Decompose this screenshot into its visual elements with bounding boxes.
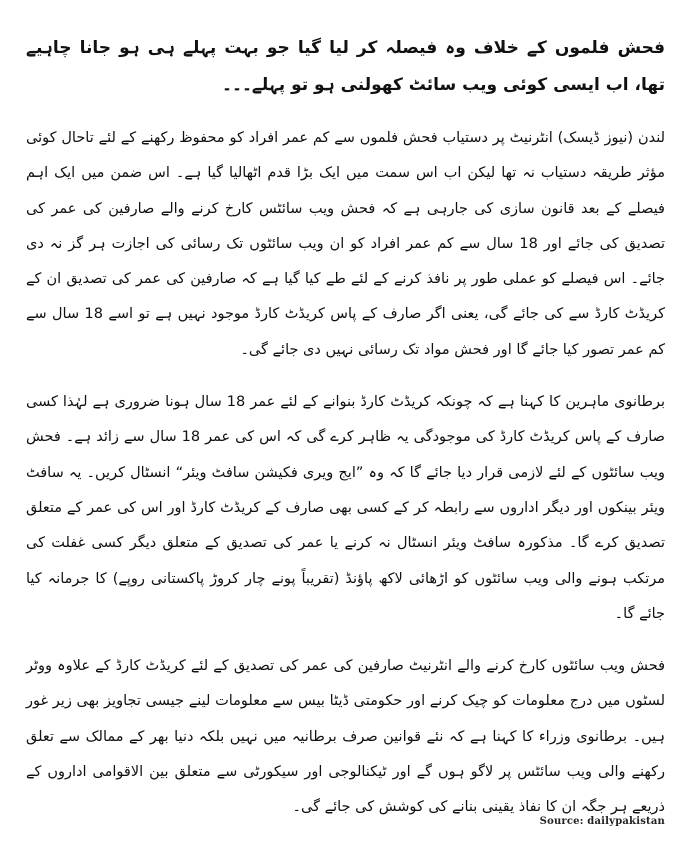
article-paragraph-1: لندن (نیوز ڈیسک) انٹرنیٹ پر دستیاب فحش فلموں سے کم عمر افراد کو محفوظ رکھنے کے لئے تاحال کوئی مؤثر طریقہ دستیاب نہ تھا لیکن اب اس سمت میں ایک بڑا قدم اٹھالیا گیا ہے۔ اس ضمن میں ایک اہم فیصلے کے بعد قانون سازی کی جارہی ہے کہ فحش ویب سائٹس کارخ کرنے والے صارفین کی عمر کی تصدیق کی جائے اور 18 سال سے کم عمر افراد کو ان ویب سائٹوں تک رسائی کی اجازت ہر گز نہ دی جائے۔ اس فیصلے کو عملی طور پر نافذ کرنے کے لئے طے کیا گیا ہے کہ صارفین کی عمر کی تصدیق ان کے کریڈٹ کارڈ سے کی جائے گی، یعنی اگر صارف کے پاس کریڈٹ کارڈ موجود نہیں ہے تو اسے 18 سال سے کم عمر تصور کیا جائے گا اور فحش مواد تک رسائی نہیں دی جائے گی۔ [26, 130, 665, 358]
article-paragraph-2: برطانوی ماہرین کا کہنا ہے کہ چونکہ کریڈٹ کارڈ بنوانے کے لئے عمر 18 سال ہونا ضروری ہے لہٰذا کسی صارف کے پاس کریڈٹ کارڈ کی موجودگی یہ ظاہر کرے گی کہ اس کی عمر 18 سال سے زائد ہے۔ فحش ویب سائٹوں کے لئے لازمی قرار دیا جائے گا کہ وہ ”ایج ویری فکیشن سافٹ ویئر“ انسٹال کریں۔ یہ سافٹ ویئر بینکوں اور دیگر اداروں سے رابطہ کر کے کسی بھی صارف کے کریڈٹ کارڈ اور اس کی عمر کے متعلق تصدیق کرے گا۔ مذکورہ سافٹ ویئر انسٹال نہ کرنے یا عمر کی تصدیق کے متعلق دیگر کسی غفلت کی مرتکب ہونے والی ویب سائٹوں کو اڑھائی لاکھ پاؤنڈ (تقریباً پونے چار کروڑ پاکستانی روپے) کا جرمانہ کیا جائے گا۔ [26, 394, 665, 622]
article-headline: فحش فلموں کے خلاف وہ فیصلہ کر لیا گیا جو بہت پہلے ہی ہو جانا چاہیے تھا، اب ایسی کوئی ویب سائٹ کھولنی ہو تو پہلے۔۔۔ [26, 38, 665, 95]
source-credit: Source: dailypakistan [539, 816, 665, 827]
article-paragraph-3: فحش ویب سائٹوں کارخ کرنے والے انٹرنیٹ صارفین کی عمر کی تصدیق کے لئے کریڈٹ کارڈ کے علاوہ ووٹر لسٹوں میں درج معلومات کو چیک کرنے اور حکومتی ڈیٹا بیس سے معلومات لینے جیسی تجاویز بھی زیر غور ہیں۔ برطانوی وزراء کا کہنا ہے کہ نئے قوانین صرف برطانیہ میں نہیں بلکہ دنیا بھر کے ممالک سے تعلق رکھنے والی ویب سائٹس پر لاگو ہوں گے اور ٹیکنالوجی اور سیکورٹی سے متعلق بین الاقوامی اداروں کے ذریعے ہر جگہ ان کا نفاذ یقینی بنانے کی کوشش کی جائے گی۔ [26, 658, 665, 816]
article-body [26, 30, 665, 826]
